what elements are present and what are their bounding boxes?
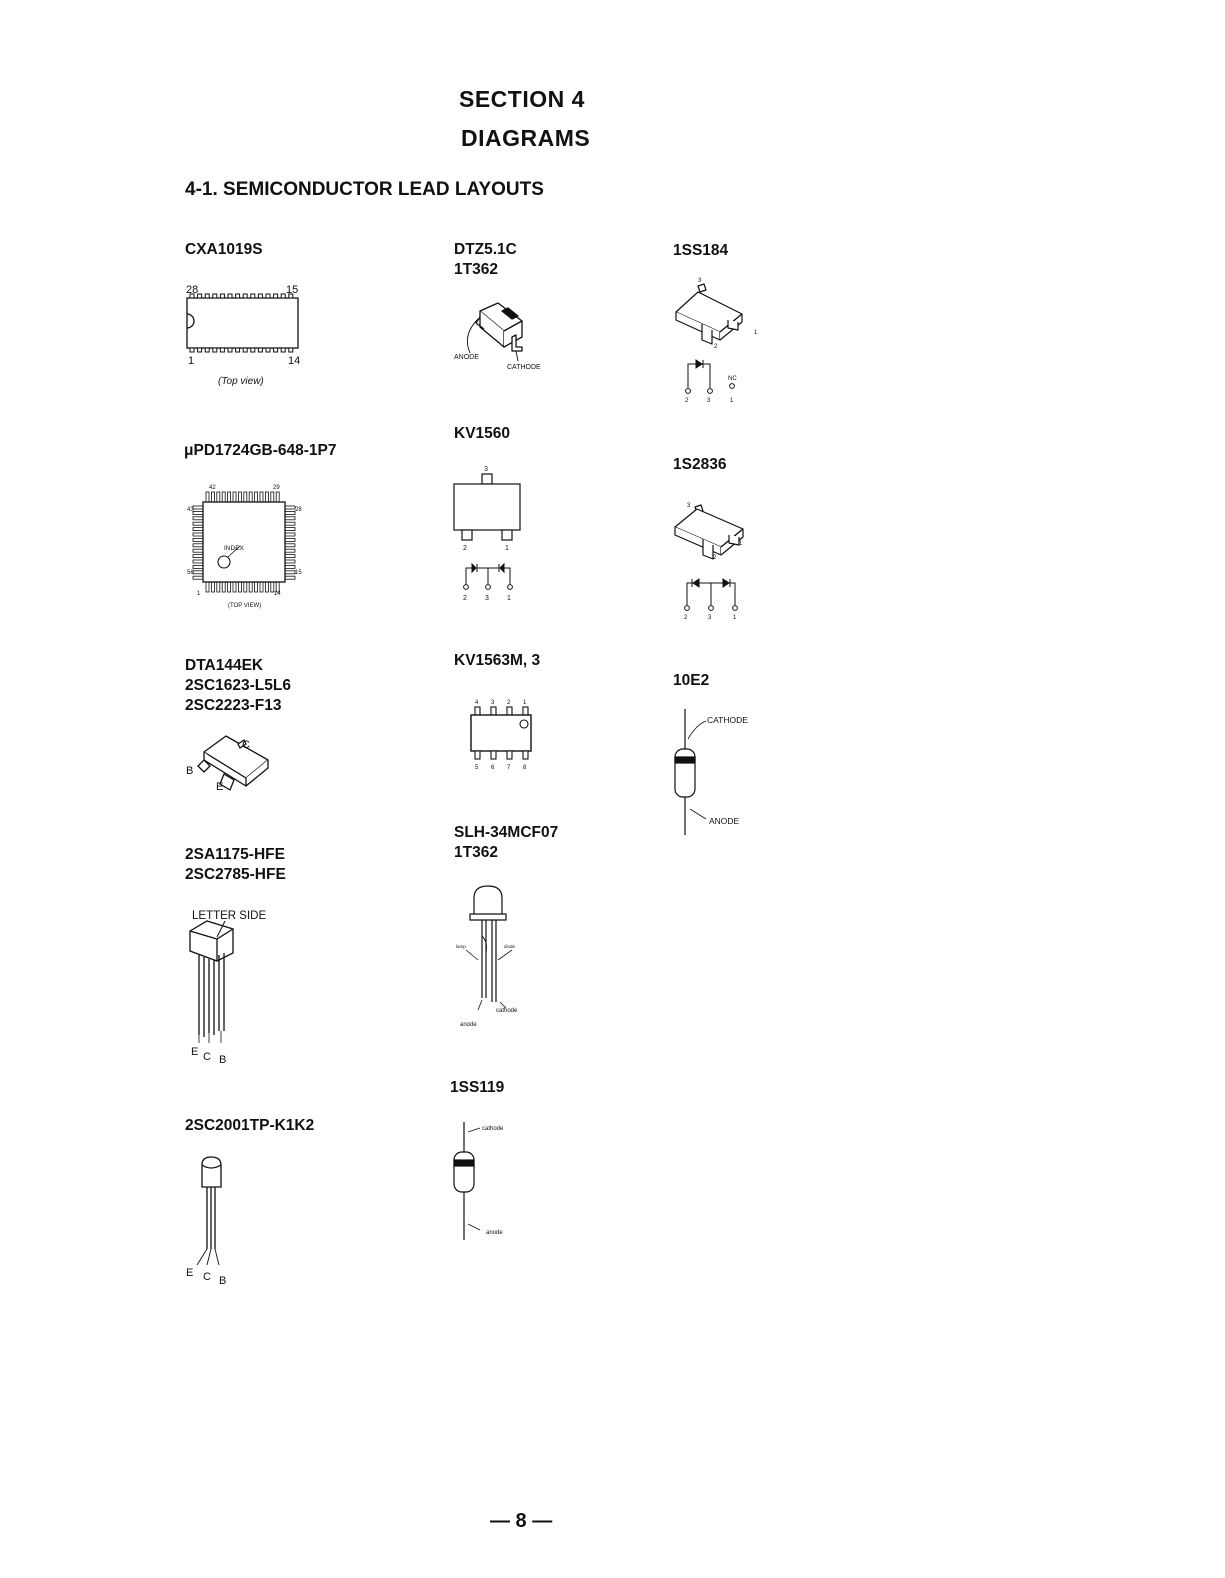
pin-outline bbox=[193, 549, 203, 552]
pin-outline bbox=[285, 538, 295, 541]
svg-text:1: 1 bbox=[730, 398, 734, 404]
svg-text:7: 7 bbox=[507, 765, 511, 771]
pin-outline bbox=[205, 294, 209, 298]
pin-outline bbox=[285, 533, 295, 536]
view-label: (Top view) bbox=[218, 376, 264, 387]
svg-text:1: 1 bbox=[739, 541, 743, 547]
part-name-upd1724: μPD1724GB-648-1P7 bbox=[184, 442, 337, 459]
pin-outline bbox=[244, 492, 247, 502]
svg-text:B: B bbox=[219, 1054, 227, 1066]
pin-outline bbox=[260, 582, 263, 592]
pin-outline bbox=[265, 492, 268, 502]
svg-text:6: 6 bbox=[491, 765, 495, 771]
pin-outline bbox=[206, 582, 209, 592]
pin-outline bbox=[193, 522, 203, 525]
pin-outline bbox=[213, 348, 217, 352]
pin-outline bbox=[276, 492, 279, 502]
part-name-kv1560: KV1560 bbox=[454, 425, 511, 442]
pin-outline bbox=[193, 560, 203, 563]
pin-outline bbox=[265, 582, 268, 592]
pin-outline bbox=[236, 294, 240, 298]
svg-text:3: 3 bbox=[485, 595, 489, 602]
svg-text:3: 3 bbox=[707, 398, 711, 404]
svg-text:anode: anode bbox=[460, 1022, 477, 1028]
pin-outline bbox=[258, 348, 262, 352]
pin-outline bbox=[193, 511, 203, 514]
part-name-2sc2001: 2SC2001TP-K1K2 bbox=[185, 1117, 315, 1134]
pin-outline bbox=[281, 294, 285, 298]
pin-outline bbox=[238, 492, 241, 502]
svg-text:E: E bbox=[186, 1267, 194, 1279]
svg-text:1: 1 bbox=[733, 615, 737, 621]
pin-outline bbox=[211, 582, 214, 592]
svg-text:diode: diode bbox=[504, 944, 516, 949]
pin-outline bbox=[285, 506, 295, 509]
pin-outline bbox=[285, 576, 295, 579]
pin-outline bbox=[285, 565, 295, 568]
section-heading: SECTION 4 bbox=[459, 86, 585, 112]
subsection-heading: 4-1. SEMICONDUCTOR LEAD LAYOUTS bbox=[185, 179, 544, 200]
svg-text:lamp: lamp bbox=[456, 944, 466, 949]
svg-text:CATHODE: CATHODE bbox=[507, 364, 541, 371]
pin-outline bbox=[251, 294, 255, 298]
svg-text:C: C bbox=[242, 739, 250, 751]
svg-text:2: 2 bbox=[685, 398, 689, 404]
svg-text:2: 2 bbox=[684, 615, 688, 621]
svg-text:1: 1 bbox=[197, 591, 201, 597]
cxa1019s-dip-diagram bbox=[180, 280, 310, 395]
pin-outline bbox=[193, 555, 203, 558]
svg-text:E: E bbox=[216, 781, 224, 793]
pin-outline bbox=[289, 348, 293, 352]
1ss119-diode-diagram bbox=[440, 1118, 530, 1248]
pin-outline bbox=[228, 582, 231, 592]
pin-outline bbox=[266, 348, 270, 352]
svg-text:29: 29 bbox=[273, 485, 280, 491]
pin-label-15: 15 bbox=[286, 284, 299, 296]
index-mark-icon bbox=[218, 556, 230, 568]
svg-text:3: 3 bbox=[708, 615, 712, 621]
svg-text:NC: NC bbox=[728, 376, 737, 382]
pin-outline bbox=[274, 348, 278, 352]
svg-text:2: 2 bbox=[507, 700, 511, 706]
svg-text:15: 15 bbox=[295, 570, 302, 576]
svg-text:B: B bbox=[186, 765, 194, 777]
pin-outline bbox=[285, 511, 295, 514]
svg-text:1: 1 bbox=[507, 595, 511, 602]
pin-outline bbox=[206, 492, 209, 502]
pin-outline bbox=[193, 538, 203, 541]
kv1563m-package-diagram bbox=[462, 695, 542, 775]
pin-outline bbox=[274, 294, 278, 298]
page-title: DIAGRAMS bbox=[461, 125, 591, 151]
pin-outline bbox=[193, 506, 203, 509]
pin-outline bbox=[217, 492, 220, 502]
svg-text:2: 2 bbox=[713, 555, 717, 561]
pin-outline bbox=[251, 348, 255, 352]
pin-outline bbox=[249, 492, 252, 502]
1s2836-sot-diagram bbox=[665, 493, 760, 623]
pin-outline bbox=[285, 517, 295, 520]
svg-text:4: 4 bbox=[475, 700, 479, 706]
pin-outline bbox=[271, 492, 274, 502]
dtz51c-diode-diagram bbox=[450, 295, 560, 375]
slh34-led-diagram bbox=[452, 880, 542, 1030]
pin-label-28: 28 bbox=[186, 284, 199, 296]
pin-outline bbox=[193, 565, 203, 568]
svg-text:anode: anode bbox=[486, 1230, 503, 1236]
pin-outline bbox=[243, 348, 247, 352]
10e2-diode-diagram bbox=[660, 705, 770, 840]
index-label: INDEX bbox=[224, 545, 244, 552]
svg-text:cathode: cathode bbox=[482, 1126, 504, 1132]
pin-outline bbox=[233, 582, 236, 592]
svg-text:3: 3 bbox=[491, 700, 495, 706]
svg-text:2: 2 bbox=[714, 344, 718, 350]
part-name-dtz51c: DTZ5.1C 1T362 bbox=[454, 241, 517, 278]
pin-outline bbox=[236, 348, 240, 352]
svg-text:43: 43 bbox=[187, 507, 194, 513]
svg-text:1: 1 bbox=[505, 545, 509, 552]
kv1560-sot23-diagram bbox=[448, 460, 538, 605]
part-name-dta144ek: DTA144EK 2SC1623-L5L6 2SC2223-F13 bbox=[185, 657, 291, 714]
svg-text:3: 3 bbox=[484, 466, 488, 473]
svg-text:C: C bbox=[203, 1051, 211, 1063]
pin-outline bbox=[228, 294, 232, 298]
pin-outline bbox=[281, 348, 285, 352]
svg-text:1: 1 bbox=[754, 330, 758, 336]
pin-outline bbox=[233, 492, 236, 502]
pin-outline bbox=[193, 517, 203, 520]
pin-outline bbox=[255, 582, 258, 592]
pin-outline bbox=[190, 348, 194, 352]
dta144ek-sot-diagram bbox=[180, 728, 290, 798]
pin-outline bbox=[260, 492, 263, 502]
pin-label-14: 14 bbox=[288, 355, 301, 367]
pin-outline bbox=[258, 294, 262, 298]
pin-outline bbox=[238, 582, 241, 592]
pin-outline bbox=[205, 348, 209, 352]
part-name-2sa1175: 2SA1175-HFE 2SC2785-HFE bbox=[185, 846, 286, 883]
2sa1175-to92-diagram bbox=[185, 903, 285, 1068]
part-name-1s2836: 1S2836 bbox=[673, 456, 727, 473]
page-number: — 8 — bbox=[490, 1510, 553, 1532]
pin-outline bbox=[222, 582, 225, 592]
svg-text:cathode: cathode bbox=[496, 1008, 518, 1014]
pin-outline bbox=[285, 522, 295, 525]
svg-text:C: C bbox=[203, 1271, 211, 1283]
pin-outline bbox=[228, 348, 232, 352]
pin-outline bbox=[255, 492, 258, 502]
svg-text:3: 3 bbox=[687, 503, 691, 509]
pin-outline bbox=[213, 294, 217, 298]
pin-outline bbox=[249, 582, 252, 592]
pin-label-1: 1 bbox=[188, 355, 195, 367]
pin-outline bbox=[193, 571, 203, 574]
part-name-kv1563m: KV1563M, 3 bbox=[454, 652, 541, 669]
pin-outline bbox=[211, 492, 214, 502]
svg-text:1: 1 bbox=[523, 700, 527, 706]
svg-text:5: 5 bbox=[475, 765, 479, 771]
pin-outline bbox=[193, 533, 203, 536]
pin-outline bbox=[285, 555, 295, 558]
svg-text:56: 56 bbox=[187, 570, 194, 576]
2sc2001-to92-diagram bbox=[185, 1153, 245, 1288]
part-name-1ss119: 1SS119 bbox=[450, 1079, 505, 1096]
part-name-cxa1019s: CXA1019S bbox=[185, 241, 263, 258]
svg-text:(TOP VIEW): (TOP VIEW) bbox=[228, 603, 262, 609]
svg-text:LETTER SIDE: LETTER SIDE bbox=[192, 910, 267, 922]
pin-outline bbox=[220, 294, 224, 298]
pin-outline bbox=[217, 582, 220, 592]
svg-text:2: 2 bbox=[463, 595, 467, 602]
part-name-slh34: SLH-34MCF07 1T362 bbox=[454, 824, 559, 861]
svg-text:2: 2 bbox=[463, 545, 467, 552]
svg-text:3: 3 bbox=[698, 278, 702, 284]
pin-outline bbox=[285, 544, 295, 547]
part-name-1ss184: 1SS184 bbox=[673, 242, 729, 259]
pin-outline bbox=[285, 571, 295, 574]
pin-outline bbox=[193, 544, 203, 547]
pin-outline bbox=[198, 348, 202, 352]
part-name-10e2: 10E2 bbox=[673, 672, 710, 689]
svg-text:B: B bbox=[219, 1275, 227, 1287]
svg-text:28: 28 bbox=[295, 507, 302, 513]
pin-outline bbox=[222, 492, 225, 502]
pin-outline bbox=[220, 348, 224, 352]
pin-outline bbox=[228, 492, 231, 502]
upd1724-qfp-diagram bbox=[180, 480, 320, 615]
svg-text:E: E bbox=[191, 1046, 199, 1058]
svg-text:42: 42 bbox=[209, 485, 216, 491]
pin-outline bbox=[285, 560, 295, 563]
pin-outline bbox=[243, 294, 247, 298]
svg-text:ANODE: ANODE bbox=[454, 354, 479, 361]
pin-outline bbox=[193, 528, 203, 531]
pin-outline bbox=[285, 549, 295, 552]
svg-text:8: 8 bbox=[523, 765, 527, 771]
svg-text:CATHODE: CATHODE bbox=[707, 715, 748, 725]
svg-text:ANODE: ANODE bbox=[709, 816, 740, 826]
svg-text:14: 14 bbox=[274, 591, 281, 597]
pin-outline bbox=[285, 528, 295, 531]
pin-outline bbox=[193, 576, 203, 579]
pin-outline bbox=[244, 582, 247, 592]
pin-outline bbox=[266, 294, 270, 298]
1ss184-sot-diagram bbox=[668, 280, 758, 410]
